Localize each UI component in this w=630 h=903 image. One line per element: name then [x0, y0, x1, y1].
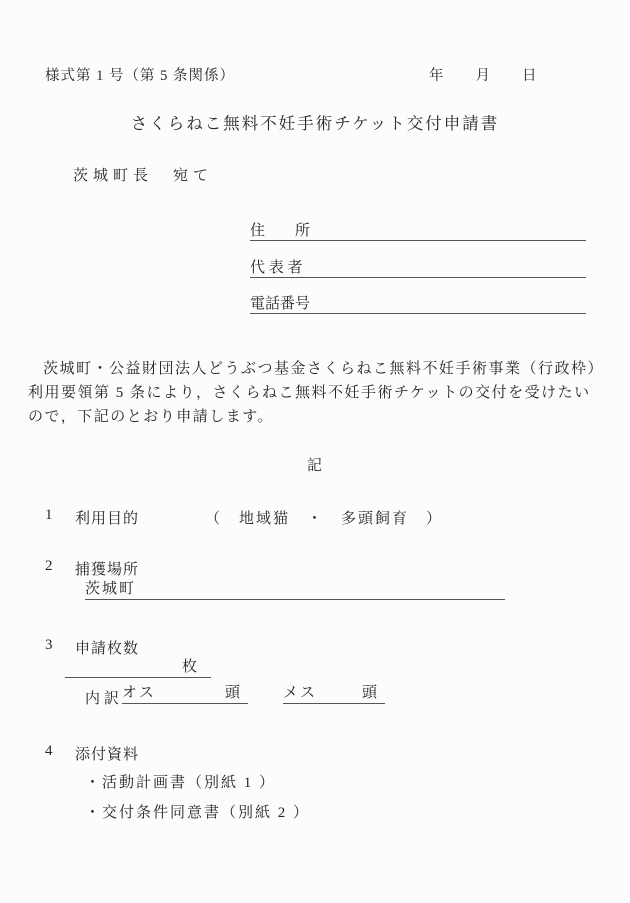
female-count-blank: [283, 684, 385, 704]
male-count-blank: [122, 684, 248, 704]
item3-number: 3: [45, 637, 53, 653]
capture-location-value: 茨城町: [85, 581, 137, 597]
ticket-count-blank: [65, 658, 211, 678]
paragraph-line: 茨城町・公益財団法人どうぶつ基金さくらねこ無料不妊手術事業（行政枠）: [43, 361, 605, 377]
body-paragraph: [28, 357, 606, 429]
record-marker: 記: [306, 458, 323, 474]
female-label: メス: [283, 685, 318, 701]
paragraph-line: 利用要領第 5 条により，さくらねこ無料不妊手術チケットの交付を受けたい: [28, 385, 591, 401]
item1-options: （ 地域猫 ・ 多頭飼育 ）: [205, 511, 444, 527]
representative-field: [250, 259, 586, 278]
phone-label: 電話番号: [250, 296, 311, 312]
capture-location-blank: [85, 580, 505, 600]
item2-number: 2: [45, 558, 53, 574]
attachment-item: ・交付条件同意書（別紙 2 ）: [85, 805, 311, 821]
address-label: 住 所: [250, 223, 311, 239]
representative-label: 代 表 者: [250, 260, 303, 276]
phone-field: [250, 295, 586, 314]
female-unit: 頭: [361, 685, 379, 701]
item4-number: 4: [45, 743, 53, 759]
male-unit: 頭: [224, 685, 242, 701]
page-title: さくらねこ無料不妊手術チケット交付申請書: [130, 114, 500, 133]
item1-label: 利用目的: [75, 511, 140, 527]
item2-label: 捕獲場所: [75, 562, 140, 578]
date-line: 年 月 日: [429, 68, 538, 84]
ticket-count-unit: 枚: [181, 659, 197, 675]
breakdown-label: 内訳: [85, 691, 124, 707]
addressee: 茨城町長 宛て: [73, 168, 214, 184]
male-label: オス: [122, 685, 156, 701]
item3-label: 申請枚数: [75, 641, 140, 657]
paragraph-line: ので，下記のとおり申請します。: [28, 409, 275, 425]
item1-number: 1: [45, 507, 53, 523]
item4-label: 添付資料: [75, 747, 140, 763]
attachment-item: ・活動計画書（別紙 1 ）: [85, 775, 277, 791]
address-field: [250, 222, 586, 241]
form-number: 様式第 1 号（第 5 条関係）: [45, 68, 235, 84]
